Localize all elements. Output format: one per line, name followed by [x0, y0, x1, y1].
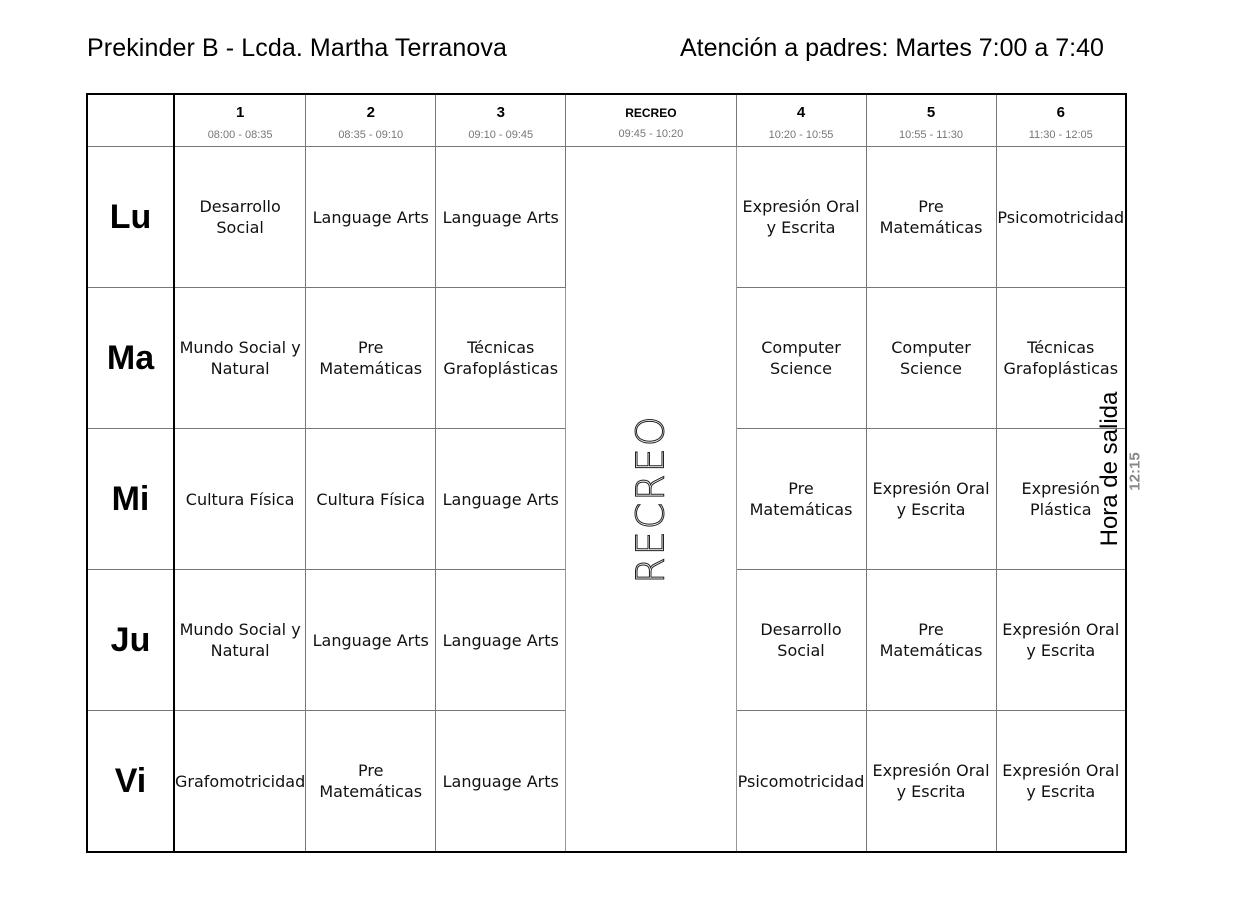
day-label: Mi: [87, 429, 174, 570]
subject-cell: Language Arts: [436, 570, 566, 711]
recreo-column: [566, 147, 736, 853]
subject-cell: Psicomotricidad: [736, 711, 866, 853]
recreo-label: RECREO: [628, 414, 673, 584]
subject-cell: Expresión Oral y Escrita: [866, 711, 996, 853]
subject-cell: Language Arts: [436, 711, 566, 853]
subject-cell: Expresión Plástica: [996, 429, 1126, 570]
period-header-row: [87, 94, 1126, 147]
subject-cell: Desarrollo Social: [174, 147, 306, 288]
subject-cell: Técnicas Grafoplásticas: [996, 288, 1126, 429]
subject-cell: Language Arts: [306, 570, 436, 711]
exit-label: Hora de salida: [1096, 391, 1123, 547]
day-label: Lu: [87, 147, 174, 288]
subject-cell: Desarrollo Social: [736, 570, 866, 711]
subject-cell: Pre Matemáticas: [866, 570, 996, 711]
subject-cell: Computer Science: [736, 288, 866, 429]
period-header: 2 08:35 - 09:10: [306, 94, 436, 147]
day-label: Vi: [87, 711, 174, 853]
subject-cell: Expresión Oral y Escrita: [996, 570, 1126, 711]
period-header: 5 10:55 - 11:30: [866, 94, 996, 147]
day-row: [87, 147, 1126, 288]
subject-cell: Language Arts: [436, 147, 566, 288]
subject-cell: Mundo Social y Natural: [174, 288, 306, 429]
recreo-header: RECREO 09:45 - 10:20: [566, 94, 736, 147]
corner-cell: [87, 94, 174, 147]
subject-cell: Psicomotricidad: [996, 147, 1126, 288]
period-header: 3 09:10 - 09:45: [436, 94, 566, 147]
schedule-table: [86, 93, 1127, 853]
period-header: 4 10:20 - 10:55: [736, 94, 866, 147]
exit-time-block: [1088, 383, 1148, 563]
exit-time: 12:15: [1126, 452, 1144, 491]
period-header: 6 11:30 - 12:05: [996, 94, 1126, 147]
parent-attention-info: Atención a padres: Martes 7:00 a 7:40: [680, 34, 1104, 62]
subject-cell: Grafomotricidad: [174, 711, 306, 853]
subject-cell: Expresión Oral y Escrita: [866, 429, 996, 570]
subject-cell: Pre Matemáticas: [866, 147, 996, 288]
period-header: 1 08:00 - 08:35: [174, 94, 306, 147]
class-title: Prekinder B - Lcda. Martha Terranova: [87, 34, 508, 62]
subject-cell: Técnicas Grafoplásticas: [436, 288, 566, 429]
day-label: Ju: [87, 570, 174, 711]
subject-cell: Pre Matemáticas: [306, 711, 436, 853]
subject-cell: Cultura Física: [306, 429, 436, 570]
subject-cell: Expresión Oral y Escrita: [736, 147, 866, 288]
subject-cell: Computer Science: [866, 288, 996, 429]
subject-cell: Pre Matemáticas: [306, 288, 436, 429]
subject-cell: Mundo Social y Natural: [174, 570, 306, 711]
subject-cell: Pre Matemáticas: [736, 429, 866, 570]
day-label: Ma: [87, 288, 174, 429]
subject-cell: Expresión Oral y Escrita: [996, 711, 1126, 853]
subject-cell: Cultura Física: [174, 429, 306, 570]
subject-cell: Language Arts: [436, 429, 566, 570]
subject-cell: Language Arts: [306, 147, 436, 288]
